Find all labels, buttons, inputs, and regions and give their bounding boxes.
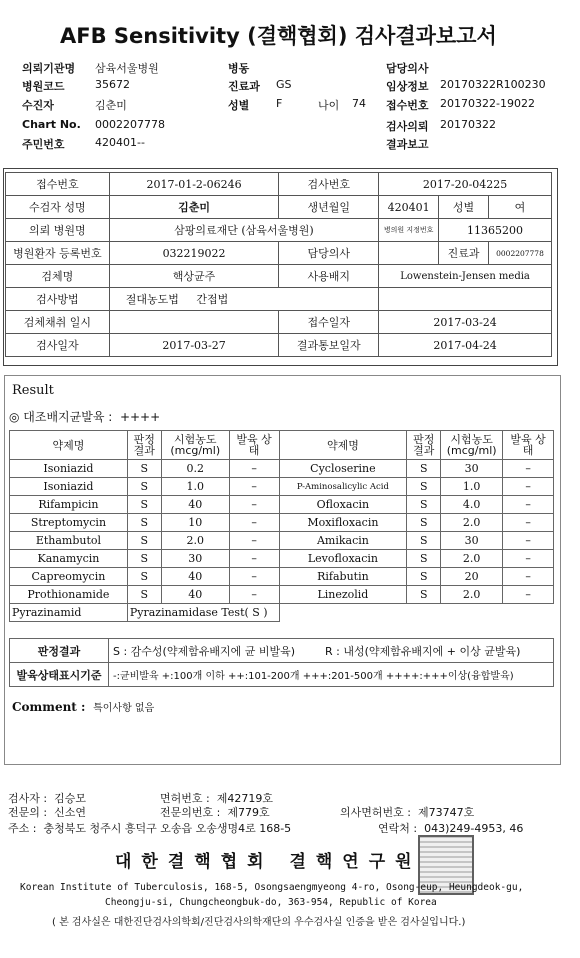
- method: [109, 288, 378, 311]
- drug-cell-left-g: –: [229, 586, 279, 604]
- birth-date: 420401: [379, 196, 439, 219]
- drug-cell-right-drug: Moxifloxacin: [279, 514, 407, 532]
- drug-cell-right-drug: Cycloserine: [279, 460, 407, 478]
- specialist-label: 전문의 :: [8, 806, 48, 819]
- test-date: 2017-03-27: [109, 334, 279, 357]
- institution-en-line2: Cheongju-si, Chungcheongbuk-do, 363-954, Republic of Korea: [105, 897, 437, 908]
- method-2: 간접법: [196, 293, 229, 306]
- label-birth: 생년월일: [279, 196, 379, 219]
- doctor-license: [340, 804, 474, 820]
- drug-cell-right-r: S: [407, 478, 441, 496]
- drug-cell-left-r: S: [127, 496, 161, 514]
- drug-cell-left-r: S: [127, 460, 161, 478]
- report-title: AFB Sensitivity (결핵협회) 검사결과보고서: [60, 24, 497, 48]
- drug-cell-left-r: S: [127, 514, 161, 532]
- drug-row: [10, 514, 554, 532]
- header-value-2-1: F: [276, 97, 283, 110]
- drug-cell-right-g: –: [503, 568, 554, 586]
- drug-cell-right-r: S: [407, 550, 441, 568]
- header-label-1-1: 진료과: [228, 80, 260, 93]
- drug-cell-right-g: –: [503, 586, 554, 604]
- drug-cell-left-c: 40: [161, 586, 229, 604]
- drug-cell-right-g: –: [503, 478, 554, 496]
- contact-no: 043)249-4953, 46: [424, 822, 524, 835]
- judgement-s: S : 감수성(약제함유배지에 균 비발육): [113, 644, 296, 658]
- label-testdate: 검사일자: [6, 334, 110, 357]
- col-drug: 약제명: [10, 431, 128, 460]
- col-growth-2: 발육 상태: [503, 431, 554, 460]
- label-collect: 검체채취 일시: [6, 311, 110, 334]
- col-conc-2: 시험농도 (mcg/ml): [441, 431, 503, 460]
- header-value-4-0: 420401--: [95, 136, 145, 149]
- control-growth: [9, 408, 160, 425]
- drug-row: [10, 460, 554, 478]
- judgement-r: R : 내성(약제함유배지에 + 이상 균발육): [325, 644, 521, 658]
- drug-cell-left-c: 0.2: [161, 460, 229, 478]
- label-doctor: 담당의사: [279, 242, 379, 265]
- header-value-1-1: GS: [276, 78, 292, 91]
- header-label-3-2: 검사의뢰: [386, 120, 429, 133]
- drug-cell-left-drug: Ethambutol: [10, 532, 128, 550]
- header-value-1-2: 20170322R100230: [440, 78, 546, 91]
- drug-cell-right-c: 30: [441, 532, 503, 550]
- drug-cell-right-c: 20: [441, 568, 503, 586]
- spec-license: [160, 804, 270, 820]
- certification-note: ( 본 검사실은 대한진단검사의학회/진단검사의학재단의 우수검사실 인증을 받은 검사실입니다.): [52, 917, 466, 928]
- label-dept: 진료과: [439, 242, 489, 265]
- label-patient: 수검자 성명: [6, 196, 110, 219]
- drug-cell-right-g: –: [503, 550, 554, 568]
- drug-cell-left-g: –: [229, 532, 279, 550]
- header-label-0-2: 담당의사: [386, 62, 429, 75]
- drug-cell-right-drug: P-Aminosalicylic Acid: [279, 478, 407, 496]
- pyrazinamid-test: Pyrazinamidase Test( S ): [127, 604, 279, 622]
- drug-cell-right-c: 2.0: [441, 514, 503, 532]
- comment: [12, 699, 154, 714]
- judgement-table: [9, 638, 554, 687]
- drug-cell-right-r: S: [407, 496, 441, 514]
- drug-cell-left-drug: Capreomycin: [10, 568, 128, 586]
- drug-cell-left-g: –: [229, 568, 279, 586]
- label-method: 검사방법: [6, 288, 110, 311]
- header-label-1-2: 임상정보: [386, 80, 429, 93]
- drug-cell-left-r: S: [127, 550, 161, 568]
- drug-row: [10, 496, 554, 514]
- drug-cell-left-r: S: [127, 568, 161, 586]
- result-heading: Result: [12, 383, 54, 398]
- drug-row: [10, 478, 554, 496]
- col-growth: 발육 상태: [229, 431, 279, 460]
- control-value: ++++: [119, 410, 161, 424]
- drug-cell-left-c: 40: [161, 568, 229, 586]
- drug-table-body: [10, 460, 554, 604]
- drug-row: [10, 532, 554, 550]
- pyrazinamid-empty: [279, 604, 553, 622]
- label-sex: 성별: [439, 196, 489, 219]
- drug-cell-left-drug: Rifampicin: [10, 496, 128, 514]
- col-conc: 시험농도 (mcg/ml): [161, 431, 229, 460]
- drug-cell-left-r: S: [127, 532, 161, 550]
- drug-cell-left-c: 40: [161, 496, 229, 514]
- label-medium: 사용배지: [279, 265, 379, 288]
- header-label-1-0: 병원코드: [22, 80, 65, 93]
- col-drug-2: 약제명: [279, 431, 407, 460]
- growth-criteria: -:균비발육 +:100개 이하 ++:101-200개 +++:201-500개 ++++:+++이상(융합발육): [109, 663, 554, 687]
- drug-cell-left-g: –: [229, 550, 279, 568]
- judgement-label: 판정결과: [10, 639, 109, 663]
- drug-cell-right-c: 2.0: [441, 550, 503, 568]
- drug-cell-right-drug: Rifabutin: [279, 568, 407, 586]
- drug-cell-right-g: –: [503, 514, 554, 532]
- label-receive: 접수일자: [279, 311, 379, 334]
- designated-no: 11365200: [439, 219, 552, 242]
- label-reg: 병원환자 등록번호: [6, 242, 110, 265]
- header-value-2-0: 김춘미: [95, 99, 127, 112]
- header-value-3-2: 20170322: [440, 118, 496, 131]
- drug-cell-left-g: –: [229, 514, 279, 532]
- drug-cell-right-r: S: [407, 460, 441, 478]
- drug-cell-right-c: 4.0: [441, 496, 503, 514]
- examiner-label: 검사자 :: [8, 792, 48, 805]
- drug-cell-left-c: 2.0: [161, 532, 229, 550]
- address: [8, 820, 291, 836]
- comment-label: Comment :: [12, 700, 86, 714]
- header-label-3-0: Chart No.: [22, 118, 81, 131]
- drug-row: [10, 586, 554, 604]
- drug-cell-right-c: 1.0: [441, 478, 503, 496]
- label-report: 결과통보일자: [279, 334, 379, 357]
- drug-cell-right-drug: Ofloxacin: [279, 496, 407, 514]
- dept: 0002207778: [488, 242, 551, 265]
- contact-label: 연락처 :: [378, 822, 418, 835]
- drug-cell-left-c: 30: [161, 550, 229, 568]
- label-hospital: 의뢰 병원명: [6, 219, 110, 242]
- header-label-2-2: 접수번호: [386, 99, 429, 112]
- institution-en-line1: Korean Institute of Tuberculosis, 168-5, Osongsaengmyeong 4-ro, Osong-eup, Heungdeok-gu,: [20, 882, 524, 893]
- receive-date: 2017-03-24: [379, 311, 552, 334]
- report-date: 2017-04-24: [379, 334, 552, 357]
- header-label-0-1: 병동: [228, 62, 250, 75]
- method-1: 절대농도법: [125, 293, 179, 306]
- drug-cell-left-drug: Kanamycin: [10, 550, 128, 568]
- method-empty: [379, 288, 552, 311]
- drug-cell-right-g: –: [503, 496, 554, 514]
- label-test-no: 검사번호: [279, 173, 379, 196]
- header-label-4-2: 결과보고: [386, 138, 429, 151]
- spec-license-label: 전문의번호 :: [160, 806, 221, 819]
- drug-cell-left-r: S: [127, 478, 161, 496]
- specialist: [8, 804, 86, 820]
- col-judge: 판정 결과: [127, 431, 161, 460]
- address-text: 충청북도 청주시 흥덕구 오송읍 오송생명4로 168-5: [43, 822, 292, 835]
- license-no: 제42719호: [216, 792, 273, 805]
- col-judge-2: 판정 결과: [407, 431, 441, 460]
- specialist-name: 신소연: [54, 806, 86, 819]
- growth-criteria-label: 발육상태표시기준: [10, 663, 109, 687]
- drug-cell-right-drug: Linezolid: [279, 586, 407, 604]
- age-label: 나이: [318, 99, 340, 112]
- drug-cell-left-g: –: [229, 496, 279, 514]
- drug-cell-left-drug: Isoniazid: [10, 460, 128, 478]
- collect: [109, 311, 279, 334]
- label-designated: 병의원 지정번호: [379, 219, 439, 242]
- header-value-3-0: 0002207778: [95, 118, 165, 131]
- drug-cell-right-g: –: [503, 460, 554, 478]
- comment-text: 특이사항 없음: [93, 703, 155, 714]
- header-label-2-1: 성별: [228, 99, 250, 112]
- pyrazinamid: Pyrazinamid: [10, 604, 128, 622]
- drug-table: [9, 430, 554, 622]
- header-value-2-2: 20170322-19022: [440, 97, 535, 110]
- header-value-1-0: 35672: [95, 78, 130, 91]
- header-label-0-0: 의뢰기관명: [22, 62, 76, 75]
- address-label: 주소 :: [8, 822, 37, 835]
- drug-cell-left-c: 1.0: [161, 478, 229, 496]
- license-label: 면허번호 :: [160, 792, 210, 805]
- info-table: [5, 172, 552, 357]
- reg-no: 032219022: [109, 242, 279, 265]
- drug-cell-right-g: –: [503, 532, 554, 550]
- drug-cell-right-c: 30: [441, 460, 503, 478]
- sex: 여: [488, 196, 551, 219]
- drug-cell-left-g: –: [229, 460, 279, 478]
- drug-cell-right-r: S: [407, 586, 441, 604]
- drug-cell-left-drug: Prothionamide: [10, 586, 128, 604]
- control-label: ◎ 대조배지균발육 :: [9, 410, 113, 424]
- drug-cell-left-drug: Streptomycin: [10, 514, 128, 532]
- institution-name: 대한결핵협회 결핵연구원: [115, 852, 422, 872]
- drug-cell-right-r: S: [407, 532, 441, 550]
- doctor-license-no: 제73747호: [417, 806, 475, 819]
- drug-cell-right-drug: Amikacin: [279, 532, 407, 550]
- drug-cell-left-drug: Isoniazid: [10, 478, 128, 496]
- contact: [378, 820, 523, 836]
- label-specimen: 검체명: [6, 265, 110, 288]
- label-receipt-no: 접수번호: [6, 173, 110, 196]
- drug-cell-right-r: S: [407, 568, 441, 586]
- header-value-0-0: 삼육서울병원: [95, 62, 159, 75]
- doctor: [379, 242, 439, 265]
- drug-row: [10, 550, 554, 568]
- examiner-name: 김승모: [54, 792, 86, 805]
- drug-cell-left-g: –: [229, 478, 279, 496]
- header-label-4-0: 주민번호: [22, 138, 65, 151]
- patient-name: 김춘미: [109, 196, 279, 219]
- medium: Lowenstein-Jensen media: [379, 265, 552, 288]
- doctor-license-label: 의사면허번호 :: [340, 806, 411, 819]
- spec-license-no: 제779호: [227, 806, 270, 819]
- drug-cell-left-r: S: [127, 586, 161, 604]
- judgement-text: [109, 639, 554, 663]
- age-value: 74: [352, 97, 366, 110]
- drug-cell-left-c: 10: [161, 514, 229, 532]
- drug-cell-right-r: S: [407, 514, 441, 532]
- receipt-no: 2017-01-2-06246: [109, 173, 279, 196]
- drug-row: [10, 568, 554, 586]
- drug-cell-right-drug: Levofloxacin: [279, 550, 407, 568]
- specimen: 핵상균주: [109, 265, 279, 288]
- header-label-2-0: 수진자: [22, 99, 54, 112]
- drug-cell-right-c: 2.0: [441, 586, 503, 604]
- test-no: 2017-20-04225: [379, 173, 552, 196]
- hospital-name: 삼팡의료재단 (삼육서울병원): [109, 219, 378, 242]
